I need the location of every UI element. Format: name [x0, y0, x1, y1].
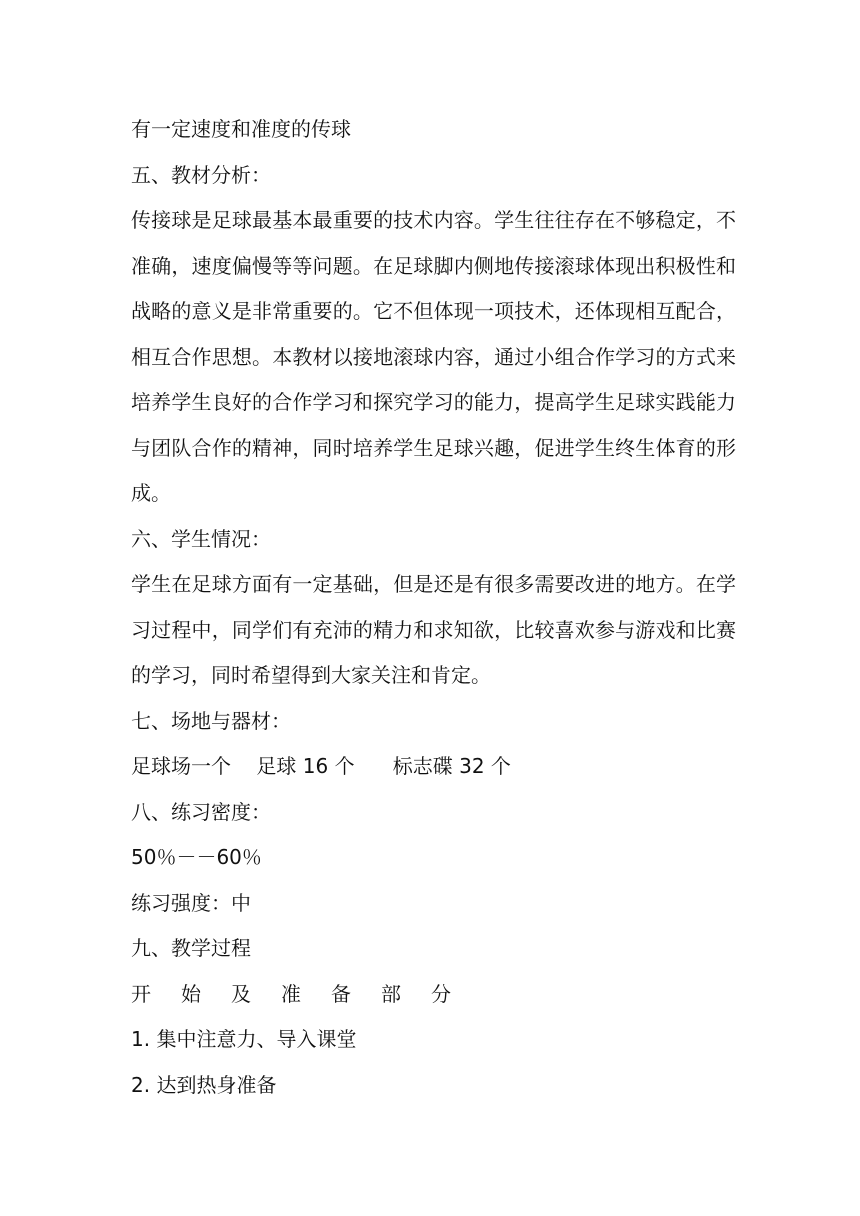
equipment-list: 足球场一个 足球 16 个 标志碟 32 个: [131, 754, 511, 778]
section-6-heading: 六、学生情况：: [131, 526, 271, 551]
section-5-heading: 五、教材分析：: [131, 162, 271, 187]
text-line-intro: 有一定速度和准度的传球: [131, 117, 351, 141]
document-content: [131, 107, 736, 1108]
practice-intensity: 练习强度：中: [131, 890, 251, 915]
section-5-paragraph: 传接球是足球最基本最重要的技术内容。学生往往存在不够稳定，不准确，速度偏慢等等问题。在足球脚内侧地传接滚球体现出积极性和战略的意义是非常重要的。它不但体现一项技术，还体现相互配合，相互合作思想。本教材以接地滚球内容，通过小组合作学习的方式来培养学生良好的合作学习和探究学习的能力，提高学生足球实践能力与团队合作的精神，同时培养学生足球兴趣，促进学生终生体育的形成。: [131, 208, 736, 505]
section-8-heading: 八、练习密度：: [131, 799, 271, 824]
practice-density: 50％－－60％: [131, 845, 262, 869]
section-9-item-2: 2. 达到热身准备: [131, 1072, 277, 1097]
section-6-paragraph: 学生在足球方面有一定基础，但是还是有很多需要改进的地方。在学习过程中，同学们有充沛的精力和求知欲，比较喜欢参与游戏和比赛的学习，同时希望得到大家关注和肯定。: [131, 572, 736, 687]
section-7-heading: 七、场地与器材：: [131, 708, 291, 733]
section-9-heading: 九、教学过程: [131, 936, 251, 960]
section-9-part-title: 开始及准备部分: [131, 981, 481, 1006]
section-9-item-1: 1. 集中注意力、导入课堂: [131, 1027, 357, 1051]
